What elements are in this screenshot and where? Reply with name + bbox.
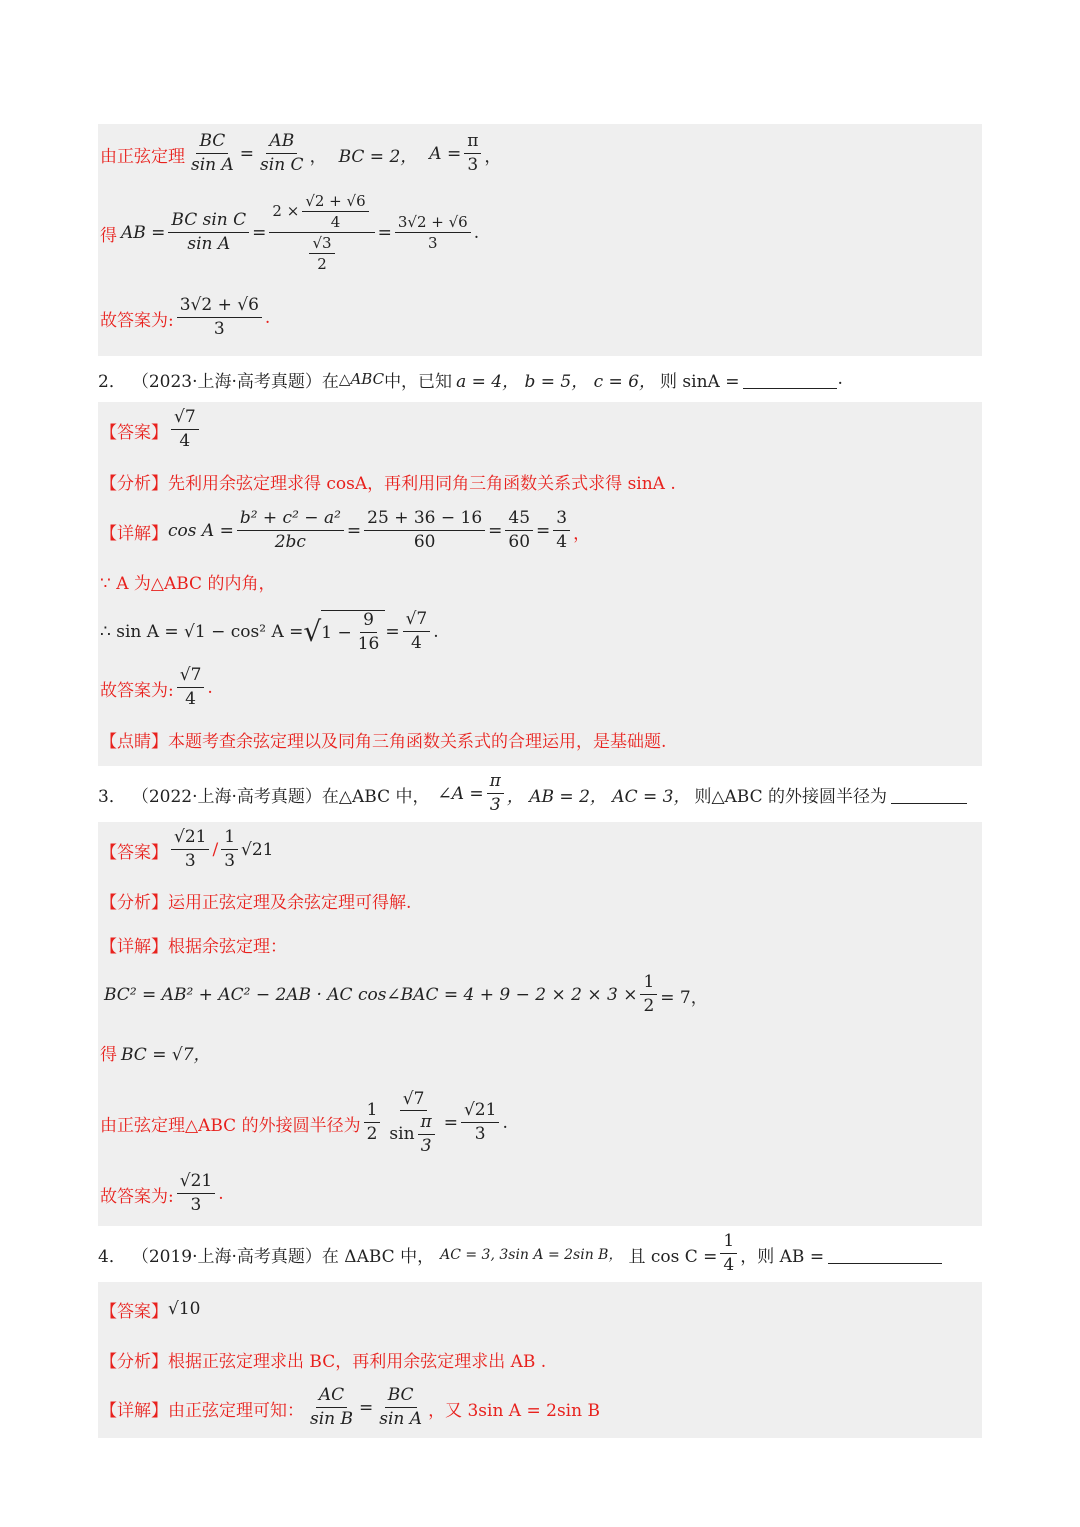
solution-box-q4 [98,1282,982,1438]
fraction: $\frac{1}{2}$ [640,973,657,1016]
fraction: $\frac{1}{2}$ [364,1101,381,1144]
answer-blank [743,370,837,389]
complex-fraction: √7 sin $\frac{\pi}{3}$ [386,1090,440,1157]
q4-detail: 【详解】 由正弦定理可知： $\frac{AC}{\text{sin B}}$ = $\frac{BC}{\text{sin A}}$ ，又 3sin A = 2sin B [100,1385,600,1429]
solution-box-q1 [98,124,982,356]
q3-radius: 由正弦定理△ABC 的外接圆半径为 $\frac{1}{2}$ √7 sin $\frac{\pi}{3}$ = $\frac{√21}{3}$ . [100,1088,508,1156]
complex-fraction: 2 × $\frac{√2 + √6}{4}$ $\frac{√3}{2}$ [269,193,374,274]
q4-analysis: 【分析】 根据正弦定理求出 BC，再利用余弦定理求出 AB . [100,1351,547,1372]
fraction: $\frac{3√2 + √6}{3}$ [177,296,262,339]
fraction: $\frac{1}{3}$ [221,828,238,871]
q2-comment: 【点睛】 本题考查余弦定理以及同角三角函数关系式的合理运用，是基础题. [100,731,667,752]
fraction: $\frac{√7}{4}$ [177,666,205,709]
q4-answer: 【答案】 √10 [100,1299,201,1322]
q2-therefore: ∴ sin A = √1 − cos² A = √ 1 − $\frac{9}{16}$ = $\frac{√7}{4}$ . [100,609,439,654]
fraction: $\frac{\text{b² + c² − a²}}{2bc}$ [237,509,344,552]
fraction: $\frac{√21}{3}$ [461,1101,499,1144]
q2-analysis: 【分析】 先利用余弦定理求得 cosA，再利用同角三角函数关系式求得 sinA . [100,473,676,494]
fraction: $\frac{\text{BC sin C}}{\text{sin A}}$ [168,211,249,254]
q2-because: ∵ A 为△ABC 的内角， [100,573,276,594]
fraction: $\frac{1}{4}$ [720,1232,737,1275]
q3-final-answer: 故答案为: $\frac{√21}{3}$ . [100,1171,224,1215]
fraction: $\frac{25 + 36 - 16}{60}$ [364,509,485,552]
question-2: 2． （2023·上海·高考真题） 在 △ABC 中，已知 a = 4， b = 5， c = 6， 则 sinA = . [98,369,843,392]
q1-line-sine-law: 由正弦定理 $\frac{BC}{\text{sin A}}$ = $\frac{AB}{\text{sin C}}$ ， BC = 2， A = $\frac{\pi}{3}$ ， [100,131,502,175]
fraction: $\frac{√21}{3}$ [171,828,209,871]
solution-box-q2 [98,402,982,766]
q3-bc: 得 BC = √7， [100,1044,211,1065]
q2-answer: 【答案】 $\frac{√7}{4}$ [100,402,982,458]
q3-detail: 【详解】 根据余弦定理： [100,936,287,957]
answer-blank [828,1245,942,1264]
fraction: $\frac{\pi}{3}$ [487,772,504,815]
fraction: $\frac{AC}{\text{sin B}}$ [310,1385,354,1429]
page-content [98,124,982,1438]
fraction: $\frac{BC}{\text{sin A}}$ [379,1385,423,1429]
fraction: $\frac{√7}{4}$ [403,610,431,653]
q2-detail: 【详解】 cos A = $\frac{\text{b² + c² − a²}}{2bc}$ = $\frac{25 + 36 - 16}{60}$ = $\frac{45}{60}$ = $\frac{3}{4}$ ， [100,508,591,552]
fraction: $\frac{AB}{\text{sin C}}$ [260,131,304,175]
fraction: $\frac{√21}{3}$ [177,1172,215,1215]
question-3: 3． （2022·上海·高考真题） 在△ABC 中， ∠A = $\frac{\pi}{3}$ ， AB = 2， AC = 3， 则△ABC 的外接圆半径为 [98,766,982,822]
fraction: $\frac{45}{60}$ [505,509,533,552]
solution-box-q3 [98,822,982,1226]
fraction: $\frac{3}{4}$ [553,509,570,552]
fraction: $\frac{\pi}{3}$ [464,132,481,175]
answer-blank [891,785,967,804]
q3-analysis: 【分析】 运用正弦定理及余弦定理可得解. [100,892,412,913]
q3-cosine-eq: BC² = AB² + AC² − 2AB · AC cos∠BAC = 4 + 9 − 2 × 2 × 3 × $\frac{1}{2}$ = 7， [104,972,708,1016]
q2-final-answer: 故答案为: $\frac{√7}{4}$ . [100,665,213,709]
q3-answer: 【答案】 $\frac{√21}{3}$ / $\frac{1}{3}$ √21 [100,827,274,871]
question-4: 4． （2019·上海·高考真题） 在 ΔABC 中， AC = 3, 3sin A = 2sin B， 且 cos C = $\frac{1}{4}$ ，则 AB = [98,1226,982,1282]
q1-line-ab: 得 AB = $\frac{\text{BC sin C}}{\text{sin A}}$ = 2 × $\frac{√2 + √6}{4}$ $\frac{√3}{2}$ = $\frac{3√2 + √6}{3}$ . [100,191,480,274]
q1-final-answer: 故答案为: $\frac{3√2 + √6}{3}$ . [100,295,271,339]
fraction: $\frac{√7}{4}$ [171,408,199,451]
fraction: $\frac{BC}{\text{sin A}}$ [191,131,234,175]
fraction: $\frac{3√2 + √6}{3}$ [395,214,471,253]
